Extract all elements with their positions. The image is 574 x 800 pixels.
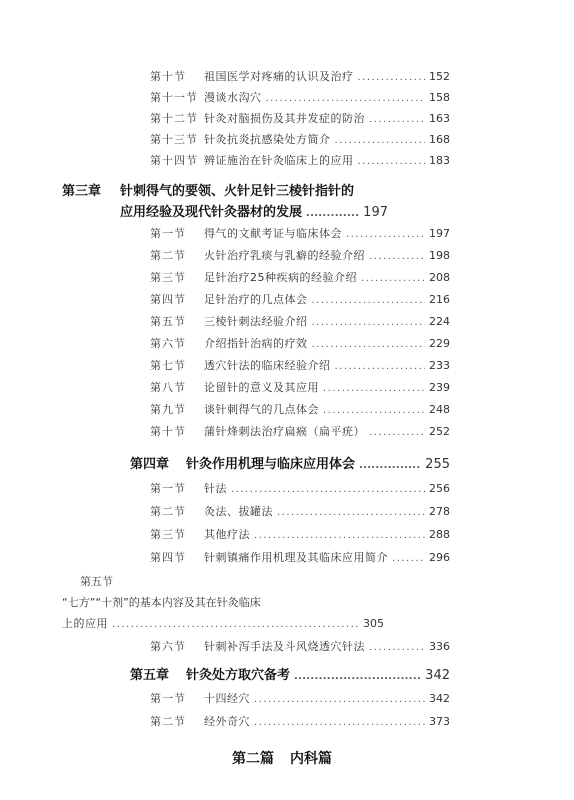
toc-entry[interactable]: [150, 713, 450, 729]
section-number: 第八节: [150, 381, 186, 394]
page-number: 198: [429, 249, 450, 262]
leader-dots: [335, 135, 426, 146]
toc-entry[interactable]: [150, 152, 450, 168]
section-number: 第一节: [150, 227, 186, 240]
page-number: 342: [429, 692, 450, 705]
toc-entry[interactable]: [150, 110, 450, 126]
leader-dots: [312, 339, 426, 350]
page-number: 248: [429, 403, 450, 416]
section-title: 足针治疗的几点体会: [204, 293, 308, 306]
chapter-title-line2: 应用经验及现代针灸器材的发展: [120, 205, 303, 220]
toc-entry[interactable]: [150, 690, 450, 706]
section-title-line1[interactable]: “七方”“十剂”的基本内容及其在针灸临床: [62, 596, 261, 609]
section-number: 第七节: [150, 359, 186, 372]
section-title: 灸法、拔罐法: [204, 505, 273, 518]
section-title: 透穴针法的临床经验介绍: [204, 359, 331, 372]
page-number: 197: [429, 227, 450, 240]
leader-dots: [369, 427, 425, 438]
toc-entry[interactable]: [150, 335, 450, 351]
section-number: 第十四节: [150, 154, 198, 167]
section-title: 蒲针烽刺法治疗扁瘊（扁平疣）: [204, 425, 365, 438]
leader-dots: [266, 93, 426, 104]
section-title: 足针治疗25种疾病的经验介绍: [204, 271, 357, 284]
leader-dots: [392, 553, 425, 564]
part-number: 第二篇: [232, 751, 274, 767]
section-number: 第二节: [150, 505, 186, 518]
toc-entry[interactable]: [150, 313, 450, 329]
section-number: 第十三节: [150, 133, 198, 146]
section-number: 第二节: [150, 715, 186, 728]
page-number: 152: [429, 70, 450, 83]
leader-dots: [254, 694, 425, 705]
section-number: 第三节: [150, 528, 186, 541]
toc-entry[interactable]: [150, 423, 450, 439]
section-title: 针灸对脑损伤及其并发症的防治: [204, 112, 365, 125]
chapter-number: 第五章: [130, 668, 170, 683]
section-number: 第十二节: [150, 112, 198, 125]
toc-entry[interactable]: [150, 503, 450, 519]
page-number: 163: [429, 112, 450, 125]
leader-dots: [312, 295, 426, 306]
part-heading[interactable]: [232, 748, 332, 768]
leader-dots: [335, 361, 426, 372]
toc-entry[interactable]: [150, 401, 450, 417]
chapter-number: 第四章: [130, 457, 170, 472]
toc-entry[interactable]: [150, 480, 450, 496]
section-title: 介绍指针治病的疗效: [204, 337, 308, 350]
toc-entry[interactable]: [150, 549, 450, 565]
page-number: 278: [429, 505, 450, 518]
toc-entry[interactable]: [150, 225, 450, 241]
section-title: 得气的文献考证与临床体会: [204, 227, 342, 240]
page-number: 296: [429, 551, 450, 564]
toc-entry[interactable]: [150, 68, 450, 84]
section-number: 第二节: [150, 249, 186, 262]
toc-entry[interactable]: [150, 131, 450, 147]
section-title: 火针治疗乳痰与乳癖的经验介绍: [204, 249, 365, 262]
page-number: 158: [429, 91, 450, 104]
section-number: 第九节: [150, 403, 186, 416]
section-title: 经外奇穴: [204, 715, 250, 728]
section-title: 十四经穴: [204, 692, 250, 705]
section-number: 第四节: [150, 551, 186, 564]
page-number: 288: [429, 528, 450, 541]
page-number: 336: [429, 640, 450, 653]
page-number: 224: [429, 315, 450, 328]
page-number: 239: [429, 381, 450, 394]
leader-dots: [369, 642, 425, 653]
section-number: 第一节: [150, 692, 186, 705]
leader-dots: [254, 530, 425, 541]
page-number: 342: [425, 668, 450, 683]
toc-entry[interactable]: [150, 638, 450, 654]
page-number: 233: [429, 359, 450, 372]
section-title: 针法: [204, 482, 227, 495]
chapter-title: 针灸处方取穴备考: [186, 668, 291, 683]
leader-dots: [312, 317, 426, 328]
section-title: 谈针刺得气的几点体会: [204, 403, 319, 416]
page-number: 208: [429, 271, 450, 284]
section-number: 第五节: [150, 315, 186, 328]
leader-dots: [231, 484, 425, 495]
leader-dots: [254, 717, 425, 728]
section-number: 第十节: [150, 425, 186, 438]
leader-dots: [358, 72, 426, 83]
section-number: 第十节: [150, 70, 186, 83]
section-title: 论留针的意义及其应用: [204, 381, 319, 394]
toc-entry[interactable]: [62, 615, 384, 631]
section-title: 针刺补泻手法及斗风烧透穴针法: [204, 640, 365, 653]
section-title: 漫谈水沟穴: [204, 91, 262, 104]
leader-dots: [294, 671, 421, 682]
chapter-heading-line2[interactable]: [120, 201, 388, 220]
page-number: 197: [363, 205, 388, 220]
section-title: 针灸抗炎抗感染处方简介: [204, 133, 331, 146]
section-title: 其他疗法: [204, 528, 250, 541]
leader-dots: [369, 251, 425, 262]
section-number: 第五节: [80, 575, 113, 588]
page-number: 216: [429, 293, 450, 306]
section-number: 第四节: [150, 293, 186, 306]
chapter-heading[interactable]: [130, 664, 450, 683]
chapter-number: 第三章: [62, 184, 102, 199]
chapter-title-line1: 针刺得气的要领、火针足针三棱针指针的: [120, 184, 355, 199]
leader-dots: [346, 229, 425, 240]
section-number: 第六节: [150, 640, 186, 653]
section-number: 第十一节: [150, 91, 198, 104]
page-number: 373: [429, 715, 450, 728]
section-title: 辨证施治在针灸临床上的应用: [204, 154, 354, 167]
section-number: 第三节: [150, 271, 186, 284]
chapter-heading[interactable]: [130, 453, 450, 472]
page-number: 252: [429, 425, 450, 438]
page-number: 229: [429, 337, 450, 350]
leader-dots: [359, 460, 421, 471]
toc-entry[interactable]: [150, 526, 450, 542]
leader-dots: [277, 507, 425, 518]
section-number: 第六节: [150, 337, 186, 350]
toc-entry[interactable]: [150, 89, 450, 105]
section-title: 祖国医学对疼痛的认识及治疗: [204, 70, 354, 83]
section-title: 针刺镇痛作用机理及其临床应用简介: [204, 551, 388, 564]
toc-entry[interactable]: [150, 247, 450, 263]
leader-dots: [358, 156, 426, 167]
section-title: 三棱针刺法经验介绍: [204, 315, 308, 328]
leader-dots: [306, 208, 359, 219]
leader-dots: [323, 383, 425, 394]
toc-entry[interactable]: [150, 269, 450, 285]
toc-entry[interactable]: [150, 357, 450, 373]
page-number: 168: [429, 133, 450, 146]
section-number: 第一节: [150, 482, 186, 495]
page-number: 305: [363, 617, 384, 630]
part-title: 内科篇: [290, 751, 332, 767]
chapter-heading[interactable]: [62, 180, 354, 199]
toc-entry[interactable]: [150, 291, 450, 307]
page-number: 183: [429, 154, 450, 167]
leader-dots: [112, 619, 359, 630]
leader-dots: [323, 405, 425, 416]
page-number: 256: [429, 482, 450, 495]
leader-dots: [361, 273, 425, 284]
leader-dots: [369, 114, 425, 125]
section-title-line2: 上的应用: [62, 617, 108, 630]
chapter-title: 针灸作用机理与临床应用体会: [186, 457, 356, 472]
page-number: 255: [425, 457, 450, 472]
toc-entry[interactable]: [150, 379, 450, 395]
